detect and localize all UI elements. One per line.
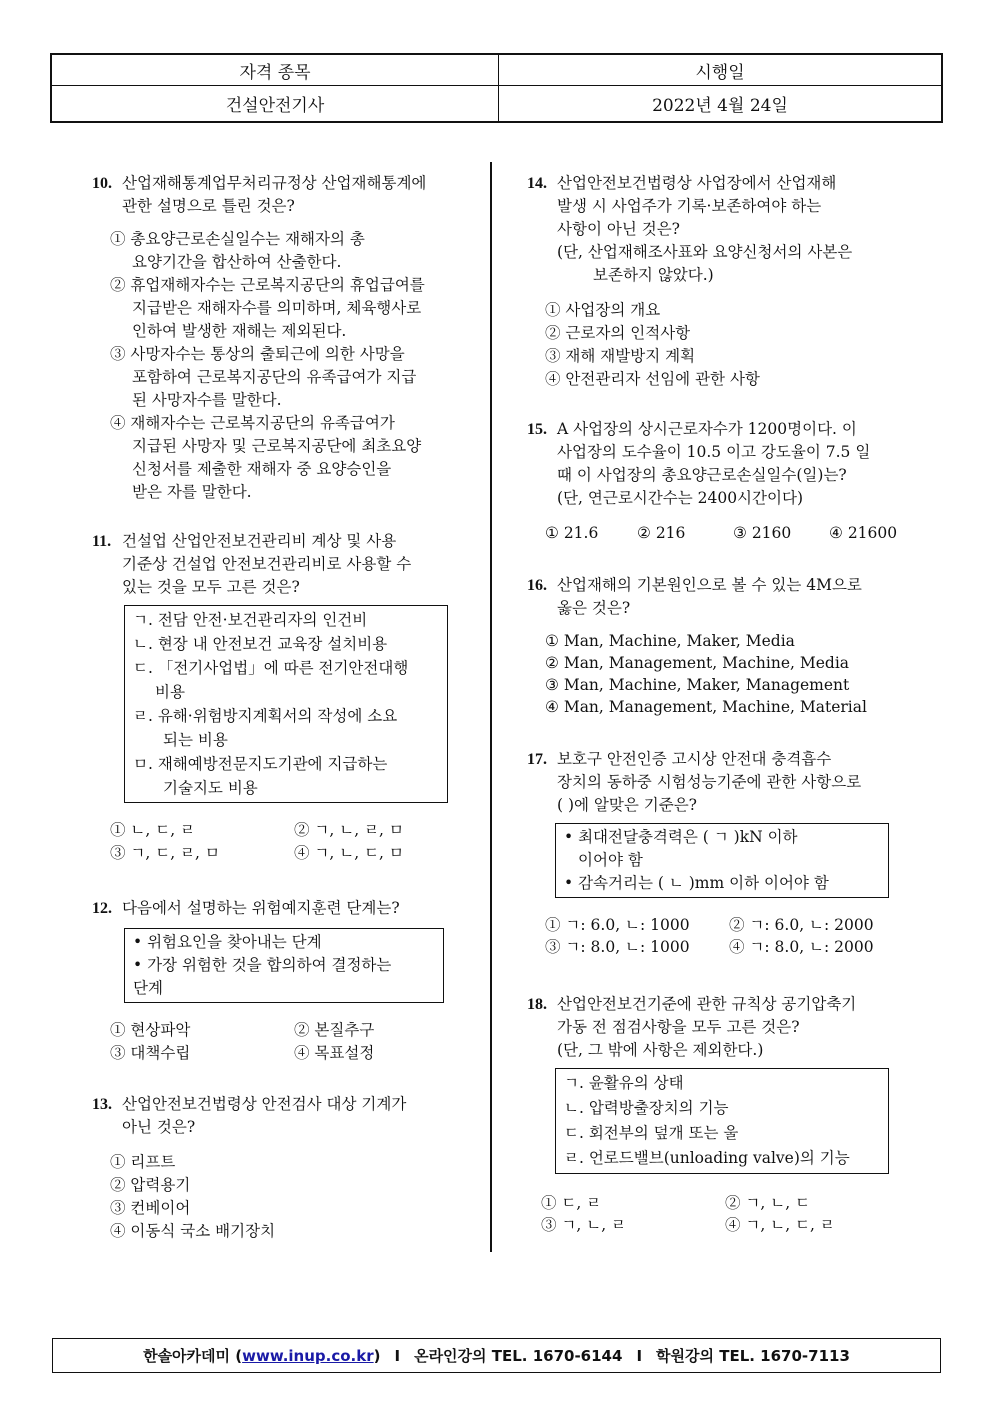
option-2: ② ㄱ, ㄴ, ㄹ, ㅁ [294, 821, 404, 839]
option-2-cont: 인하여 발생한 재해는 제외된다. [132, 322, 347, 340]
option-3: ③ 재해 재발방지 계획 [545, 347, 696, 365]
question-number: 18. [527, 996, 547, 1013]
question-text: 기준상 건설업 안전보건관리비로 사용할 수 [122, 555, 412, 573]
condition-box [555, 823, 889, 898]
option-4: ④ ㄱ: 8.0, ㄴ: 2000 [729, 938, 874, 956]
option-2: ② 휴업재해자수는 근로복지공단의 휴업급여를 [110, 276, 425, 294]
question-text: 옳은 것은? [557, 599, 631, 617]
box-item-cont: 기술지도 비용 [163, 779, 258, 797]
box-item: ㄱ. 전담 안전·보건관리자의 인건비 [133, 611, 368, 629]
question-15 [527, 418, 927, 545]
option-3: ③ ㄱ, ㄴ, ㄹ [541, 1216, 627, 1234]
question-number: 12. [92, 900, 112, 917]
option-4: ④ 이동식 국소 배기장치 [110, 1222, 276, 1240]
question-11 [92, 530, 472, 865]
box-item: ㄱ. 윤활유의 상태 [564, 1074, 684, 1092]
question-text: 가동 전 점검사항을 모두 고른 것은? [557, 1018, 800, 1036]
option-1: ① 사업장의 개요 [545, 301, 661, 319]
option-2-cont: 지급받은 재해자수를 의미하며, 체육행사로 [132, 299, 422, 317]
option-3: ③ 2160 [733, 524, 792, 542]
box-item: ㄹ. 유해·위험방지계획서의 작성에 소요 [133, 707, 398, 725]
box-item: • 가장 위험한 것을 합의하여 결정하는 [133, 956, 392, 974]
exam-date-header: 시행일 [695, 62, 745, 83]
option-1: ① 21.6 [545, 524, 599, 542]
option-3: ③ 대책수립 [110, 1044, 191, 1062]
option-4-cont: 받은 자를 말한다. [132, 483, 252, 501]
option-3-cont: 포함하여 근로복지공단의 유족급여가 지급 [132, 368, 417, 386]
question-10 [92, 172, 472, 504]
question-text: 산업안전보건기준에 관한 규칙상 공기압축기 [557, 995, 857, 1013]
question-text: 때 이 사업장의 총요양근로손실일수(일)는? [557, 466, 847, 484]
box-item-cont: 비용 [155, 683, 185, 701]
box-item: • 위험요인을 찾아내는 단계 [133, 933, 322, 951]
column-divider [490, 162, 492, 1252]
question-number: 14. [527, 175, 547, 192]
condition-box [555, 1068, 889, 1174]
option-4: ④ ㄱ, ㄴ, ㄷ, ㅁ [294, 844, 404, 862]
box-item-cont: 이어야 함 [578, 851, 643, 869]
option-1: ① ㄷ, ㄹ [541, 1194, 602, 1212]
option-2: ② 근로자의 인적사항 [545, 324, 691, 342]
question-text: 관한 설명으로 틀린 것은? [122, 197, 295, 215]
box-item: ㄷ. 회전부의 덮개 또는 울 [564, 1124, 739, 1142]
question-text: 건설업 산업안전보건관리비 계상 및 사용 [122, 532, 397, 550]
option-2: ② ㄱ: 6.0, ㄴ: 2000 [729, 916, 874, 934]
option-1: ① ㄴ, ㄷ, ㄹ [110, 821, 196, 839]
option-1: ① 현상파악 [110, 1021, 191, 1039]
question-text: 다음에서 설명하는 위험예지훈련 단계는? [122, 899, 400, 917]
question-16 [527, 574, 927, 718]
question-text: 사업장의 도수율이 10.5 이고 강도율이 7.5 일 [557, 443, 871, 461]
option-2: ② 압력용기 [110, 1176, 191, 1194]
box-item: • 최대전달충격력은 ( ㄱ )kN 이하 [564, 828, 798, 846]
question-12 [92, 897, 472, 1065]
option-4: ④ Man, Management, Machine, Material [545, 698, 867, 716]
footer [52, 1338, 941, 1373]
option-4: ④ 재해자수는 근로복지공단의 유족급여가 [110, 414, 395, 432]
exam-date-value: 2022년 4월 24일 [652, 96, 788, 116]
box-item: ㄹ. 언로드밸브(unloading valve)의 기능 [564, 1149, 850, 1167]
footer-academy-phone: 학원강의 TEL. 1670-7113 [656, 1347, 850, 1365]
box-item: ㅁ. 재해예방전문지도기관에 지급하는 [133, 755, 388, 773]
option-1: ① Man, Machine, Maker, Media [545, 632, 795, 650]
footer-website-link[interactable]: www.inup.co.kr [242, 1346, 374, 1365]
question-14 [527, 172, 927, 391]
option-4-cont: 신청서를 제출한 재해자 중 요양승인을 [132, 460, 392, 478]
question-text: 산업재해의 기본원인으로 볼 수 있는 4M으로 [557, 576, 862, 594]
option-2: ② Man, Management, Machine, Media [545, 654, 850, 672]
option-3: ③ Man, Machine, Maker, Management [545, 676, 850, 694]
option-3: ③ 컨베이어 [110, 1199, 191, 1217]
question-note: 보존하지 않았다.) [593, 266, 714, 284]
condition-box [124, 605, 448, 803]
question-note: (단, 연근로시간수는 2400시간이다) [557, 489, 803, 507]
question-number: 16. [527, 577, 547, 594]
option-2: ② 본질추구 [294, 1021, 375, 1039]
option-4: ④ 목표설정 [294, 1044, 375, 1062]
option-4: ④ 21600 [829, 524, 898, 542]
box-item: ㄷ. 「전기사업법」에 따른 전기안전대행 [133, 659, 409, 677]
box-item: ㄴ. 현장 내 안전보건 교육장 설치비용 [133, 635, 388, 653]
question-18 [527, 993, 927, 1236]
question-13 [92, 1093, 472, 1243]
condition-box [124, 928, 444, 1003]
question-number: 11. [92, 533, 112, 550]
option-2: ② ㄱ, ㄴ, ㄷ [725, 1194, 811, 1212]
option-4: ④ ㄱ, ㄴ, ㄷ, ㄹ [725, 1216, 835, 1234]
question-text: 보호구 안전인증 고시상 안전대 충격흡수 [557, 750, 832, 768]
footer-separator: I [394, 1346, 401, 1365]
question-note: (단, 그 밖에 사항은 제외한다.) [557, 1041, 764, 1059]
exam-info-table [50, 53, 943, 123]
question-text: 아닌 것은? [122, 1118, 196, 1136]
option-2: ② 216 [637, 524, 686, 542]
question-note: (단, 산업재해조사표와 요양신청서의 사본은 [557, 243, 853, 261]
option-1: ① ㄱ: 6.0, ㄴ: 1000 [545, 916, 690, 934]
question-text: 산업재해통계업무처리규정상 산업재해통계에 [122, 174, 427, 192]
option-1-cont: 요양기간을 합산하여 산출한다. [132, 253, 342, 271]
footer-brand: 한솔아카데미 ( [143, 1347, 243, 1365]
option-3: ③ 사망자수는 통상의 출퇴근에 의한 사망을 [110, 345, 405, 363]
question-text: 사항이 아닌 것은? [557, 220, 680, 238]
option-4: ④ 안전관리자 선임에 관한 사항 [545, 370, 760, 388]
question-text: 있는 것을 모두 고른 것은? [122, 578, 300, 596]
box-item-cont: 되는 비용 [163, 731, 228, 749]
question-text: 산업안전보건법령상 안전검사 대상 기계가 [122, 1095, 407, 1113]
question-17 [527, 748, 927, 958]
option-3-cont: 된 사망자수를 말한다. [132, 391, 282, 409]
question-number: 10. [92, 175, 112, 192]
exam-subject-value: 건설안전기사 [225, 96, 325, 116]
option-3: ③ ㄱ: 8.0, ㄴ: 1000 [545, 938, 690, 956]
question-number: 13. [92, 1096, 112, 1113]
footer-separator: I [636, 1346, 643, 1365]
option-1: ① 총요양근로손실일수는 재해자의 총 [110, 230, 365, 248]
question-text: 산업안전보건법령상 사업장에서 산업재해 [557, 174, 837, 192]
question-text: A 사업장의 상시근로자수가 1200명이다. 이 [557, 420, 857, 438]
option-4-cont: 지급된 사망자 및 근로복지공단에 최초요양 [132, 437, 422, 455]
footer-online-phone: 온라인강의 TEL. 1670-6144 [414, 1347, 623, 1365]
box-item-cont: 단계 [133, 979, 163, 997]
box-item: ㄴ. 압력방출장치의 기능 [564, 1099, 729, 1117]
exam-subject-header: 자격 종목 [239, 62, 311, 83]
question-number: 15. [527, 421, 547, 438]
question-text: ( )에 알맞은 기준은? [557, 796, 697, 814]
footer-brand-end: ) [373, 1346, 381, 1365]
option-3: ③ ㄱ, ㄷ, ㄹ, ㅁ [110, 844, 220, 862]
option-1: ① 리프트 [110, 1153, 176, 1171]
question-number: 17. [527, 751, 547, 768]
question-text: 장치의 동하중 시험성능기준에 관한 사항으로 [557, 773, 862, 791]
box-item: • 감속거리는 ( ㄴ )mm 이하 이어야 함 [564, 874, 829, 892]
question-text: 발생 시 사업주가 기록·보존하여야 하는 [557, 197, 822, 215]
